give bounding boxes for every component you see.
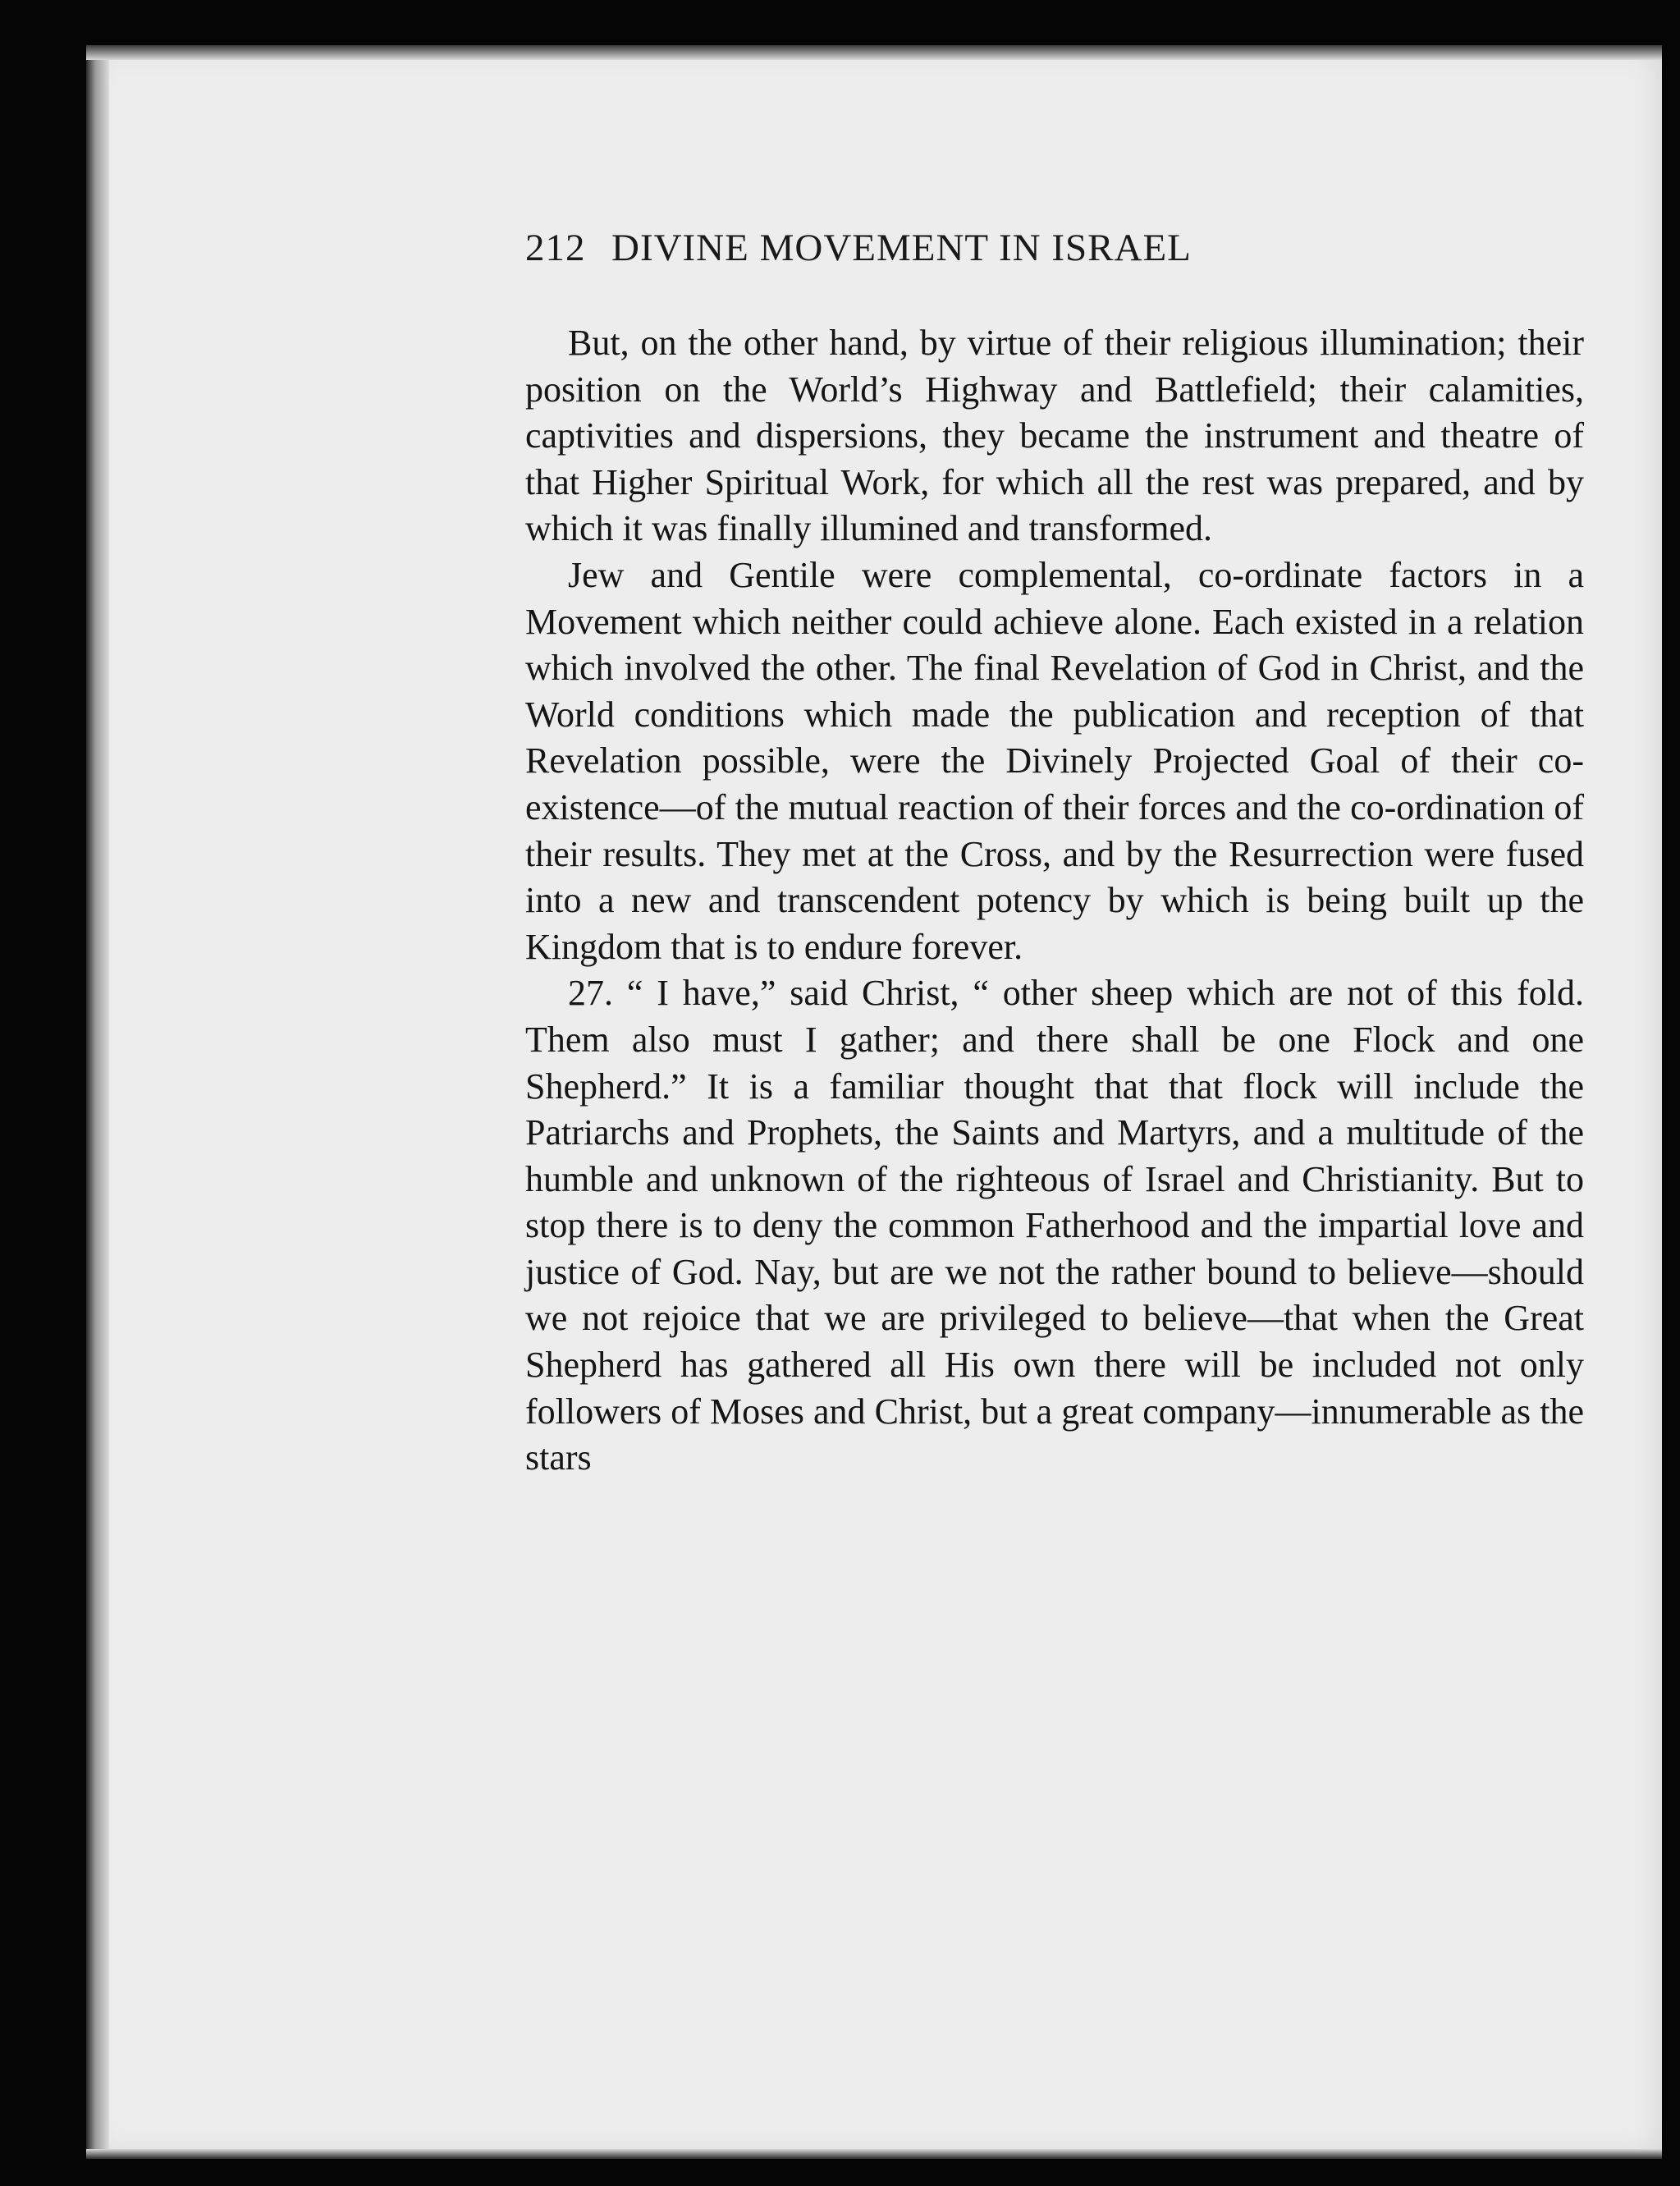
running-title: DIVINE MOVEMENT IN ISRAEL bbox=[611, 227, 1192, 269]
paragraph: But, on the other hand, by virtue of their religious illumination; their position on the World’s Highway and Battlefield; their calamities, captivities and dispersions, they became the instrument and theatre of that Higher Spiritual Work, for which all the rest was prepared, and by which it was finally illumined and transformed. bbox=[525, 323, 1584, 549]
paragraph: Jew and Gentile were complemental, co-ordinate factors in a Movement which neither could achieve alone. Each existed in a relation which involved the other. The final Revelation of God in Christ, and the World conditions which made the publication and reception of that Revelation possible, were the Divinely Projected Goal of their co-existence—of the mutual reaction of their forces and the co-ordination of their results. They met at the Cross, and by the Resurrection were fused into a new and transcendent potency by which is being built up the Kingdom that is to endure forever. bbox=[525, 554, 1584, 967]
page-bottom-edge bbox=[86, 2149, 1662, 2159]
body-text bbox=[525, 320, 1584, 1482]
page-spine-edge bbox=[86, 45, 109, 2159]
page-top-edge bbox=[86, 45, 1662, 60]
running-head bbox=[525, 226, 1584, 291]
paragraph: 27. “ I have,” said Christ, “ other sheep which are not of this fold. Them also must I gather; and there shall be one Flock and one Shepherd.” It is a familiar thought that that flock will include the Patriarchs and Prophets, the Saints and Martyrs, and a multitude of the humble and unknown of the righteous of Israel and Christianity. But to stop there is to deny the common Fatherhood and the impartial love and justice of God. Nay, but are we not the rather bound to believe—should we not rejoice that we are privileged to believe—that when the Great Shepherd has gathered all His own there will be included not only followers of Moses and Christ, but a great company—innumerable as the stars bbox=[525, 973, 1584, 1478]
page-number: 212 bbox=[525, 227, 586, 269]
